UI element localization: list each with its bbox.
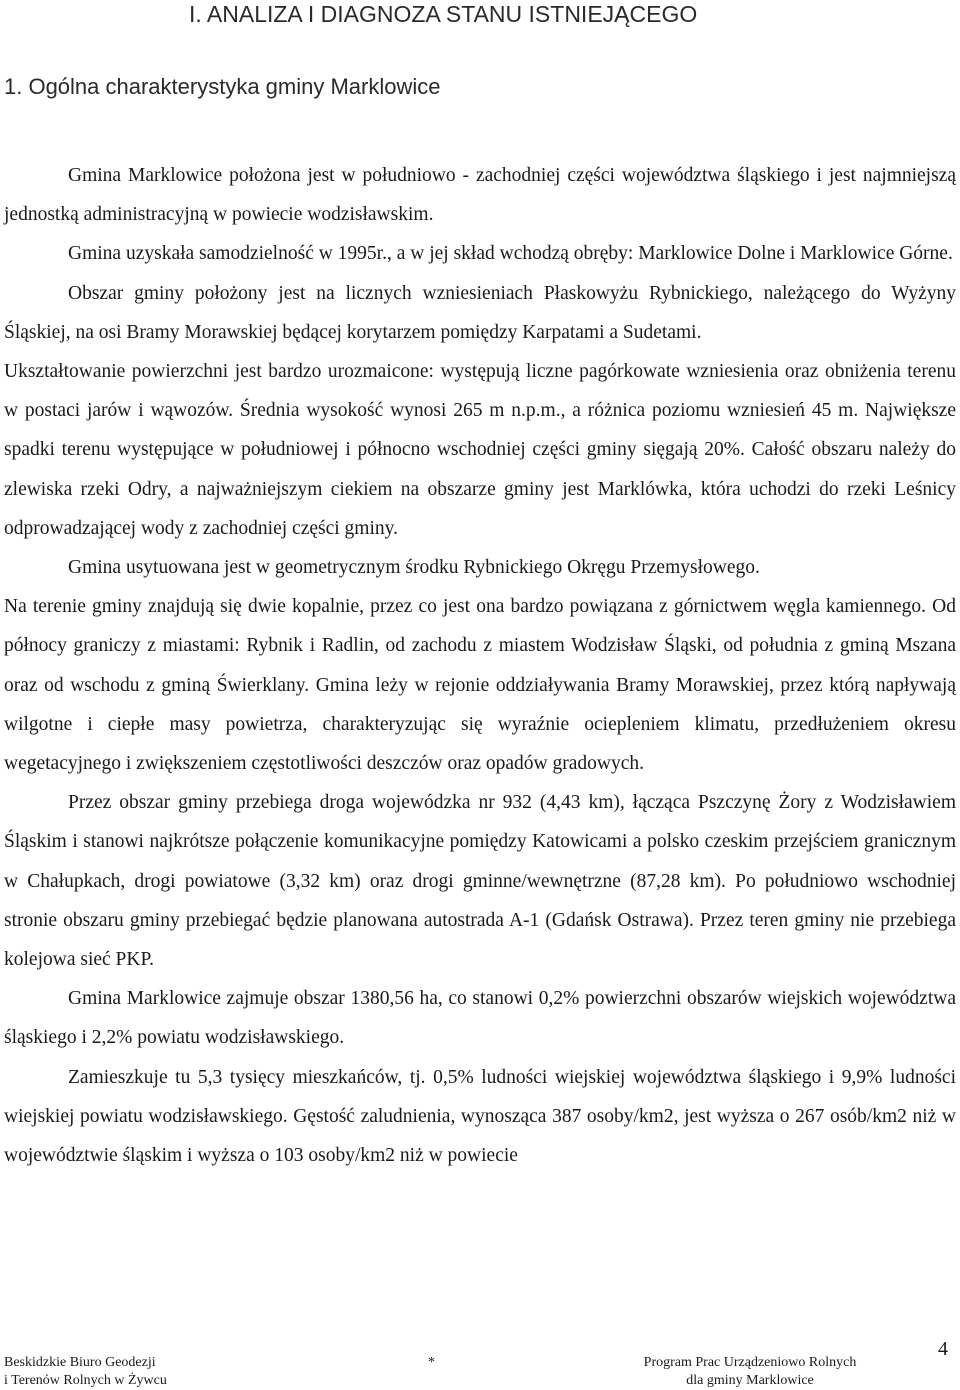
footer-program	[622, 1354, 878, 1390]
body-text	[4, 156, 956, 1175]
paragraph-independence: Gmina uzyskała samodzielność w 1995r., a w jej skład wchodzą obręby: Marklowice Dolne i Marklowice Górne.	[68, 243, 953, 265]
paragraph-area-share: Gmina Marklowice zajmuje obszar 1380,56 ha, co stanowi 0,2% powierzchni obszarów wiejskich województwa śląskiego i 2,2% powiatu wodzisławskiego.	[4, 988, 956, 1049]
paragraph-roads: Przez obszar gminy przebiega droga wojewódzka nr 932 (4,43 km), łącząca Pszczynę Żory z Wodzisławiem Śląskim i stanowi najkrótsze połączenie komunikacyjne pomiędzy Katowicami a polsko czeskim przejściem granicznym w Chałupkach, drogi powiatowe (3,32 km) oraz drogi gminne/wewnętrzne (87,28 km). Po południowo wschodniej stronie obszaru gminy przebiegać będzie planowana autostrada A-1 (Gdańsk Ostrawa). Przez teren gminy nie przebiega kolejowa sieć PKP.	[4, 792, 956, 971]
footer-program-line2: dla gminy Marklowice	[686, 1373, 814, 1388]
footer-program-line1: Program Prac Urządzeniowo Rolnych	[643, 1355, 857, 1370]
footer-publisher-line2: i Terenów Rolnych w Żywcu	[4, 1373, 167, 1388]
paragraph-population: Zamieszkuje tu 5,3 tysięcy mieszkańców, tj. 0,5% ludności wiejskiej województwa śląskiego i 9,9% ludności wiejskiej powiatu wodzisławskiego. Gęstość zaludnienia, wynosząca 387 osoby/km2, jest wyższa o 267 osób/km2 niż w województwie śląskim i wyższa o 103 osoby/km2 niż w powiecie	[4, 1066, 956, 1167]
paragraph-area: Obszar gminy położony jest na licznych wzniesieniach Płaskowyżu Rybnickiego, należącego do Wyżyny Śląskiej, na osi Bramy Morawskiej będącej korytarzem pomiędzy Karpatami a Sudetami.	[4, 282, 956, 343]
page-footer	[0, 1338, 960, 1389]
footer-separator: *	[428, 1355, 435, 1370]
footer-publisher-line1: Beskidzkie Biuro Geodezji	[4, 1355, 156, 1370]
subsection-title: 1. Ogólna charakterystyka gminy Marklowice	[4, 74, 441, 99]
page-number: 4	[938, 1338, 948, 1360]
paragraph-industrial-region: Gmina usytuowana jest w geometrycznym środku Rybnickiego Okręgu Przemysłowego.	[68, 557, 760, 579]
paragraph-terrain: Ukształtowanie powierzchni jest bardzo urozmaicone: występują liczne pagórkowate wzniesienia oraz obniżenia terenu w postaci jarów i wąwozów. Średnia wysokość wynosi 265 m n.p.m., a różnica poziomu wzniesień 45 m. Największe spadki terenu występujące w południowej i północno wschodniej części gminy sięgają 20%. Całość obszaru należy do zlewiska rzeki Odry, a najważniejszym ciekiem na obszarze gminy jest Marklówka, która uchodzi do rzeki Leśnicy odprowadzającej wody z zachodniej części gminy.	[4, 361, 956, 539]
footer-publisher	[4, 1354, 167, 1390]
paragraph-location: Gmina Marklowice położona jest w południowo - zachodniej części województwa śląskiego i jest najmniejszą jednostką administracyjną w powiecie wodzisławskim.	[4, 165, 956, 226]
paragraph-mines-borders: Na terenie gminy znajdują się dwie kopalnie, przez co jest ona bardzo powiązana z górnictwem węgla kamiennego. Od północy graniczy z miastami: Rybnik i Radlin, od zachodu z miastem Wodzisław Śląski, od południa z gminą Mszana oraz od wschodu z gminą Świerklany. Gmina leży w rejonie oddziaływania Bramy Morawskiej, przez którą napływają wilgotne i ciepłe masy powietrza, charakteryzując się wyraźnie ociepleniem klimatu, przedłużeniem okresu wegetacyjnego i zwiększeniem częstotliwości deszczów oraz opadów gradowych.	[4, 596, 956, 775]
section-title: I. ANALIZA I DIAGNOZA STANU ISTNIEJĄCEGO	[189, 1, 698, 27]
